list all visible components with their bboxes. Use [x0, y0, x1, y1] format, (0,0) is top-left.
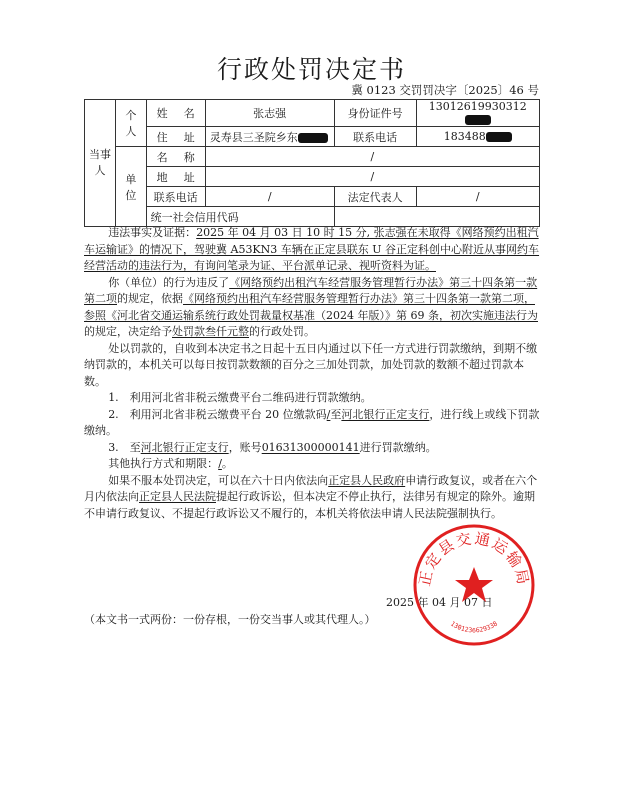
- legal-rep-value: /: [416, 187, 539, 207]
- unit-address-value: /: [205, 167, 539, 187]
- other-text-1: 其他执行方式和期限：: [108, 457, 219, 470]
- pay2-code: /: [326, 407, 331, 421]
- seal-number: 1301236629338: [449, 619, 499, 635]
- pay3-text-2: ，账号: [228, 440, 262, 454]
- document-title: 行政处罚决定书: [216, 55, 406, 84]
- violation-paragraph: [84, 275, 540, 341]
- pay2-text-3: ，进行线上或线下罚款缴纳。: [84, 407, 540, 437]
- appeal-text-2: 申请行政复议，或者在六个月内依法向: [84, 473, 538, 503]
- facts-text: 2025 年 04 月 03 日 10 时 15 分, 张志强在未取得《网络预约出租汽车运输证》的情况下，驾驶冀 A53KN3 车辆在正定县联东 U 谷正定科创中心附近从事网约车经营活动的违法行为，有询问笔录为证、平台派单记录、视听资料为证。: [84, 226, 540, 272]
- party-info-table: [84, 99, 540, 227]
- redaction-mark: [298, 133, 328, 143]
- individual-label: 个人: [116, 100, 147, 147]
- seal-text: 正定县交通运输局: [415, 529, 533, 588]
- party-label: 当事人: [89, 148, 111, 177]
- seal-star-icon: [455, 567, 493, 602]
- pay3-text-3: 进行罚款缴纳。: [359, 440, 437, 454]
- other-text-2: 。: [221, 457, 233, 470]
- pay3-text-1: 3. 至: [108, 440, 141, 454]
- footnote: （本文书一式两份：一份存根，一份交当事人或其代理人。）: [84, 613, 376, 626]
- other-value: /: [218, 457, 222, 470]
- unit-name-label: 名 称: [146, 147, 205, 167]
- pay3-bank: 河北银行正定支行: [140, 440, 229, 454]
- basis-law: 《网络预约出租汽车经营服务管理暂行办法》第三十四条第一款第二项，参照《河北省交通运输系统行政处罚裁量权基准（2024 年版）》第 69 条，初次实施违法行为: [84, 292, 538, 322]
- payment-method-3: [84, 440, 540, 457]
- unit-name-value: /: [205, 147, 539, 167]
- unit-address-label: 地 址: [146, 167, 205, 187]
- violation-text-3: 的规定，决定给予: [84, 325, 172, 338]
- violation-text-4: 的行政处罚。: [249, 325, 315, 338]
- facts-lead: 违法事实及证据：: [108, 226, 197, 239]
- address-value: 灵寿县三圣院乡东: [209, 130, 298, 144]
- payment-intro: 处以罚款的，自收到本决定书之日起十五日内通过以下任一方式进行罚款缴纳，到期不缴纳罚款的，本机关可以每日按罚款数额的百分之三加处罚款，加处罚款的数额不超过罚款本数。: [84, 341, 538, 388]
- appeal-government: 正定县人民政府: [328, 473, 406, 487]
- appeal-court: 正定县人民法院: [139, 490, 216, 503]
- violation-text-2: 的规定，依据: [117, 292, 183, 305]
- address-label: 住 址: [146, 127, 205, 147]
- redaction-mark: [465, 115, 491, 125]
- pay2-text-2: 至: [330, 407, 342, 421]
- pay3-account: 01631300000141: [261, 440, 360, 454]
- other-methods: [84, 456, 540, 473]
- legal-rep-label: 法定代表人: [334, 187, 416, 207]
- appeal-text-1: 如果不服本处罚决定，可以在六十日内依法向: [108, 473, 329, 487]
- payment-method-1: 1. 利用河北省非税云缴费平台二维码进行罚款缴纳。: [108, 391, 372, 404]
- unit-label: 单位: [116, 147, 147, 227]
- facts-paragraph: [84, 225, 540, 275]
- unit-phone-value: /: [205, 187, 334, 207]
- document-body: [84, 225, 540, 522]
- payment-method-2: [84, 407, 540, 440]
- decision-date: 2025 年 04 月 07 日: [386, 596, 493, 609]
- redaction-mark: [486, 132, 512, 142]
- id-value-cell: [416, 100, 539, 127]
- id-label: 身份证件号: [334, 100, 416, 127]
- phone-value: 183488: [443, 130, 486, 143]
- id-value: 13012619930312: [428, 100, 527, 113]
- credit-code-label: 统一社会信用代码: [146, 207, 334, 227]
- credit-code-value: [334, 207, 539, 227]
- violated-law: 《网络预约出租汽车经营服务管理暂行办法》第三十四条第一款第二项: [84, 275, 538, 305]
- phone-value-cell: [416, 127, 539, 147]
- violation-text-1: 你（单位）的行为违反了: [108, 275, 230, 289]
- official-seal: [412, 523, 536, 647]
- address-value-cell: [205, 127, 334, 147]
- document-number: 冀 0123 交罚罚决字〔2025〕46 号: [351, 83, 539, 97]
- penalty-amount: 处罚款叁仟元整: [172, 325, 249, 338]
- appeal-text-3: 提起行政诉讼，但本决定不停止执行，法律另有规定的除外。逾期不申请行政复议、不提起行政诉讼又不履行的，本机关将依法申请人民法院强制执行。: [84, 490, 535, 520]
- unit-phone-label: 联系电话: [146, 187, 205, 207]
- pay2-text-1: 2. 利用河北省非税云缴费平台 20 位缴款码: [108, 407, 327, 421]
- appeal-paragraph: [84, 473, 540, 523]
- phone-label: 联系电话: [334, 127, 416, 147]
- pay2-bank: 河北银行正定支行: [341, 407, 430, 421]
- party-label-cell: [85, 100, 116, 227]
- name-value: 张志强: [205, 100, 334, 127]
- name-label: 姓 名: [146, 100, 205, 127]
